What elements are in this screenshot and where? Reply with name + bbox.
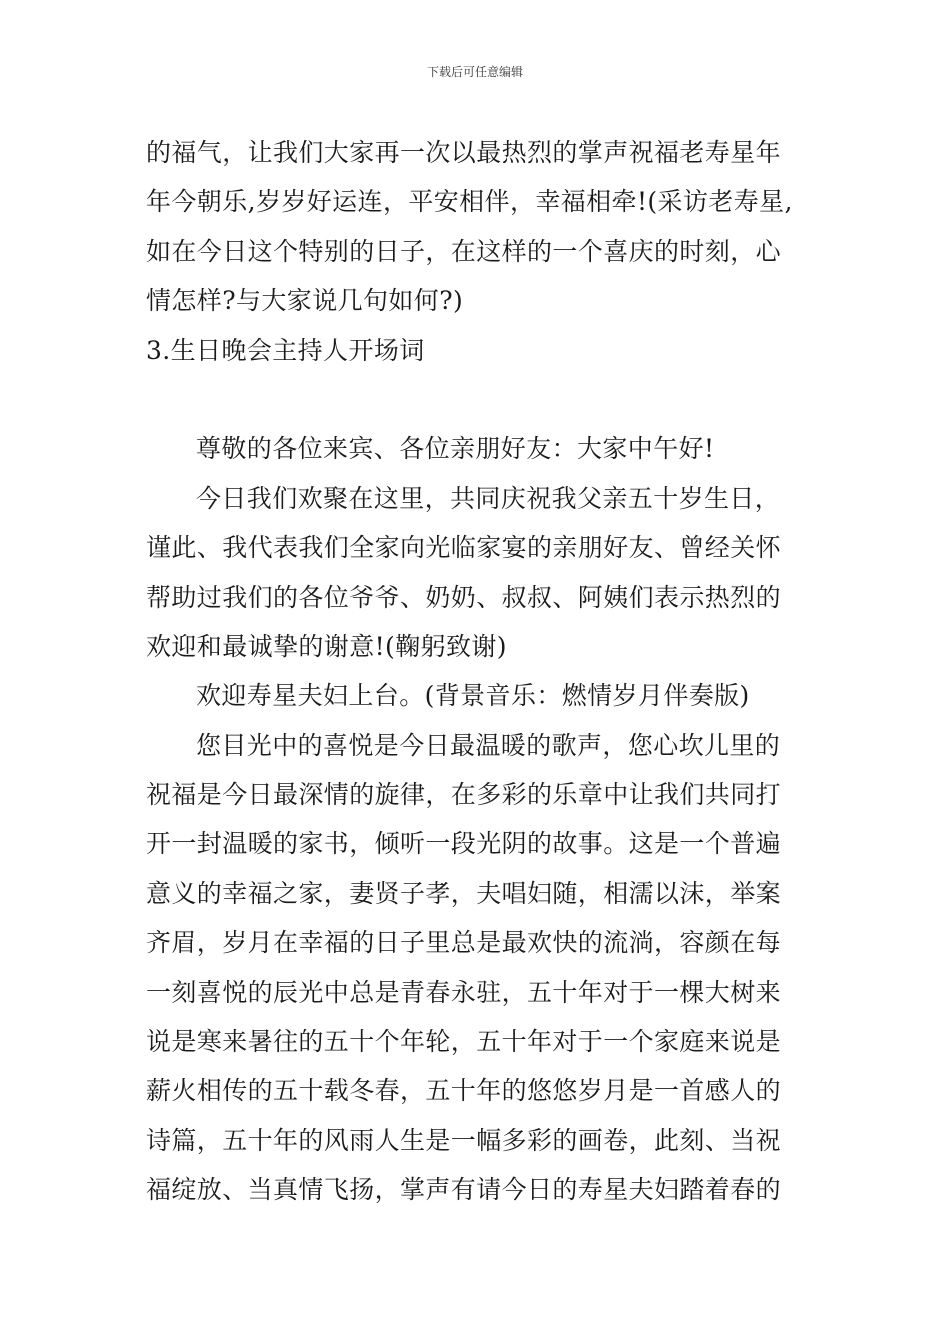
text-line: 情怎样?与大家说几句如何?) xyxy=(146,286,464,316)
text-line: 您目光中的喜悦是今日最温暖的歌声，您心坎儿里的 xyxy=(196,730,781,760)
text-line: 福绽放、当真情飞扬，掌声有请今日的寿星夫妇踏着春的 xyxy=(146,1175,782,1205)
document-body xyxy=(146,128,836,1215)
text-line: 谨此、我代表我们全家向光临家宴的亲朋好友、曾经关怀 xyxy=(146,533,782,563)
blank-line xyxy=(146,375,836,424)
text-line: 诗篇，五十年的风雨人生是一幅多彩的画卷，此刻、当祝 xyxy=(146,1125,782,1155)
text-line: 尊敬的各位来宾、各位亲朋好友：大家中午好! xyxy=(196,434,715,464)
text-line: 意义的幸福之家，妻贤子孝，夫唱妇随，相濡以沫，举案 xyxy=(146,878,782,908)
text-line: 如在今日这个特别的日子，在这样的一个喜庆的时刻，心 xyxy=(146,236,782,266)
text-line: 说是寒来暑往的五十个年轮，五十年对于一个家庭来说是 xyxy=(146,1027,782,1057)
text-line: 欢迎寿星夫妇上台。(背景音乐：燃情岁月伴奏版) xyxy=(196,681,750,711)
text-line: 祝福是今日最深情的旋律，在多彩的乐章中让我们共同打 xyxy=(146,780,782,810)
text-line: 欢迎和最诚挚的谢意!(鞠躬致谢) xyxy=(146,631,507,661)
text-line: 齐眉，岁月在幸福的日子里总是最欢快的流淌，容颜在每 xyxy=(146,928,782,958)
text-line: 薪火相传的五十载冬春，五十年的悠悠岁月是一首感人的 xyxy=(146,1076,782,1106)
section-heading: 3.生日晚会主持人开场词 xyxy=(146,335,425,365)
text-line: 年今朝乐,岁岁好运连，平安相伴，幸福相牵!(采访老寿星, xyxy=(146,187,793,217)
text-line: 一刻喜悦的辰光中总是青春永驻，五十年对于一棵大树来 xyxy=(146,977,782,1007)
text-line: 开一封温暖的家书，倾听一段光阴的故事。这是一个普遍 xyxy=(146,829,782,859)
page-header: 下载后可任意编辑 xyxy=(426,65,523,79)
text-line: 今日我们欢聚在这里，共同庆祝我父亲五十岁生日， xyxy=(196,483,781,513)
text-line: 帮助过我们的各位爷爷、奶奶、叔叔、阿姨们表示热烈的 xyxy=(146,582,782,612)
text-line: 的福气，让我们大家再一次以最热烈的掌声祝福老寿星年 xyxy=(146,138,782,167)
